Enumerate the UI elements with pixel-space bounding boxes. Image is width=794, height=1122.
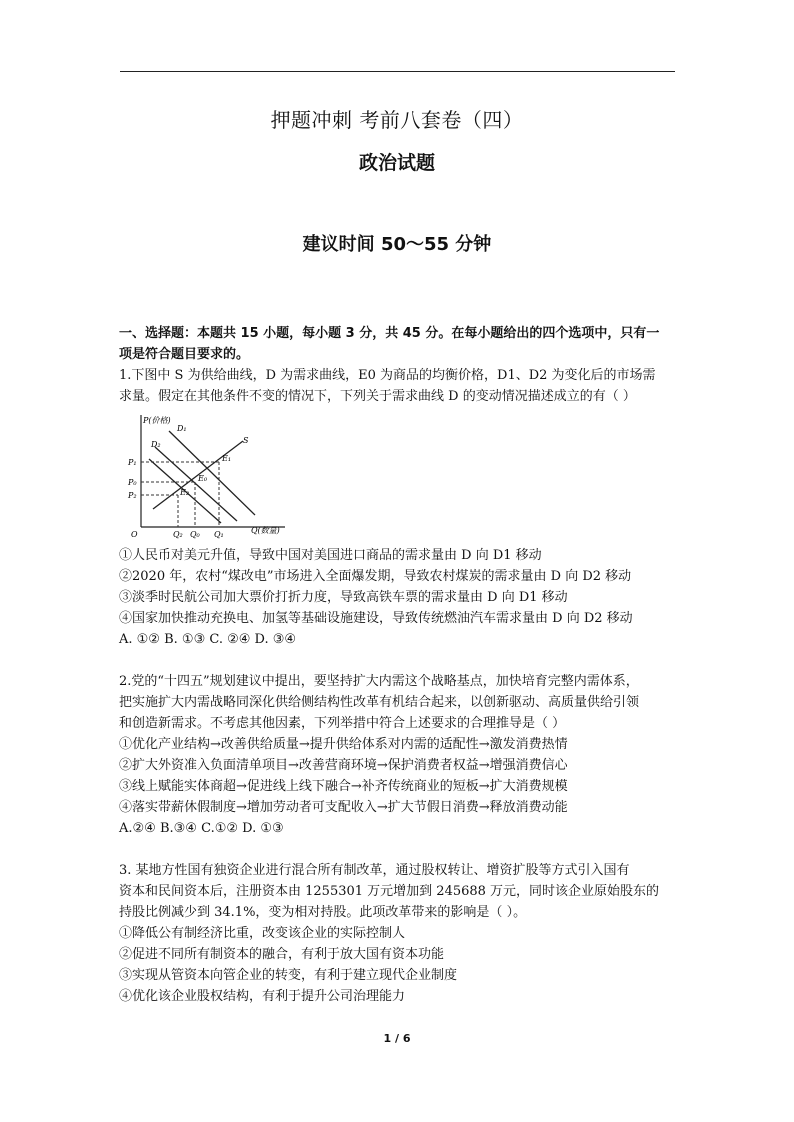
header-rule (120, 71, 675, 72)
q2-stem-line2: 把实施扩大内需战略同深化供给侧结构性改革有机结合起来，以创新驱动、高质量供给引领 (119, 695, 640, 710)
q3-option-3: ③实现从管资本向管企业的转变，有利于建立现代企业制度 (119, 968, 458, 983)
section-heading-line1: 一、选择题：本题共 15 小题，每小题 3 分，共 45 分。在每小题给出的四个选项中，只有一 (119, 326, 660, 341)
q3-stem-line2: 资本和民间资本后，注册资本由 1255301 万元增加到 245688 万元，同时该企业原始股东的 (119, 884, 660, 899)
q2-answer-choices: A.②④ B.③④ C.①② D. ①③ (119, 821, 284, 836)
exam-title: 押题冲刺 考前八套卷（四） (270, 108, 524, 132)
q0-label: Q₀ (190, 530, 200, 539)
q1-option-4: ④国家加快推动充换电、加氢等基础设施建设，导致传统燃油汽车需求量由 D 向 D2 移动 (119, 611, 633, 626)
x-axis-label: Q(数量) (251, 526, 280, 535)
q2-stem-line1: 2.党的“十四五”规划建议中提出，要坚持扩大内需这个战略基点，加快培育完整内需体系， (119, 674, 639, 689)
s-label: S (243, 436, 249, 445)
q1-label: Q₁ (214, 530, 224, 539)
p1-label: P₁ (128, 458, 137, 467)
q2-option-1: ①优化产业结构→改善供给质量→提升供给体系对内需的适配性→激发消费热情 (119, 737, 568, 752)
p0-label: P₀ (128, 478, 137, 487)
p2-label: P₂ (128, 491, 137, 500)
page-number: 1 / 6 (383, 1032, 411, 1045)
q1-option-2: ②2020 年，农村“煤改电”市场进入全面爆发期，导致农村煤炭的需求量由 D 向 D2 移动 (119, 569, 632, 584)
origin-label: O (131, 530, 138, 539)
q2-option-3: ③线上赋能实体商超→促进线上线下融合→补齐传统商业的短板→扩大消费规模 (119, 779, 568, 794)
q1-answer-choices: A. ①② B. ①③ C. ②④ D. ③④ (119, 632, 297, 647)
d1-label: D₁ (177, 424, 187, 433)
q2-option-4: ④落实带薪休假制度→增加劳动者可支配收入→扩大节假日消费→释放消费动能 (119, 800, 568, 815)
section-heading-line2: 项是符合题目要求的。 (119, 347, 250, 362)
e2-label: E₂ (180, 488, 190, 497)
q3-option-4: ④优化该企业股权结构，有利于提升公司治理能力 (119, 989, 406, 1004)
d2-label: D₂ (151, 440, 161, 449)
q2-label: Q₂ (173, 530, 183, 539)
question-content (119, 323, 679, 1007)
q2-stem-line3: 和创造新需求。不考虑其他因素，下列举措中符合上述要求的合理推导是（ ） (119, 716, 566, 731)
q3-option-1: ①降低公有制经济比重，改变该企业的实际控制人 (119, 926, 406, 941)
q2-option-2: ②扩大外资准入负面清单项目→改善营商环境→保护消费者权益→增强消费信心 (119, 758, 568, 773)
q1-supply-demand-graph (125, 411, 679, 539)
time-note: 建议时间 50～55 分钟 (302, 234, 492, 255)
supply-demand-svg (125, 411, 295, 539)
e1-label: E₁ (222, 454, 232, 463)
q3-stem-line3: 持股比例减少到 34.1%，变为相对持股。此项改革带来的影响是（ ）。 (119, 905, 527, 920)
subject-title: 政治试题 (358, 152, 435, 174)
q1-option-3: ③淡季时民航公司加大票价打折力度，导致高铁车票的需求量由 D 向 D1 移动 (119, 590, 568, 605)
q1-option-1: ①人民币对美元升值，导致中国对美国进口商品的需求量由 D 向 D1 移动 (119, 548, 542, 563)
q3-stem-line1: 3. 某地方性国有独资企业进行混合所有制改革，通过股权转让、增资扩股等方式引入国有 (119, 863, 630, 878)
y-axis-label: P(价格) (143, 416, 171, 425)
q3-option-2: ②促进不同所有制资本的融合，有利于放大国有资本功能 (119, 947, 445, 962)
q1-stem-line1: 1.下图中 S 为供给曲线，D 为需求曲线，E0 为商品的均衡价格，D1、D2 为变化后的市场需 (119, 368, 656, 383)
e0-label: E₀ (198, 474, 208, 483)
q1-stem-line2: 求量。假定在其他条件不变的情况下，下列关于需求曲线 D 的变动情况描述成立的有（ ） (119, 389, 636, 404)
